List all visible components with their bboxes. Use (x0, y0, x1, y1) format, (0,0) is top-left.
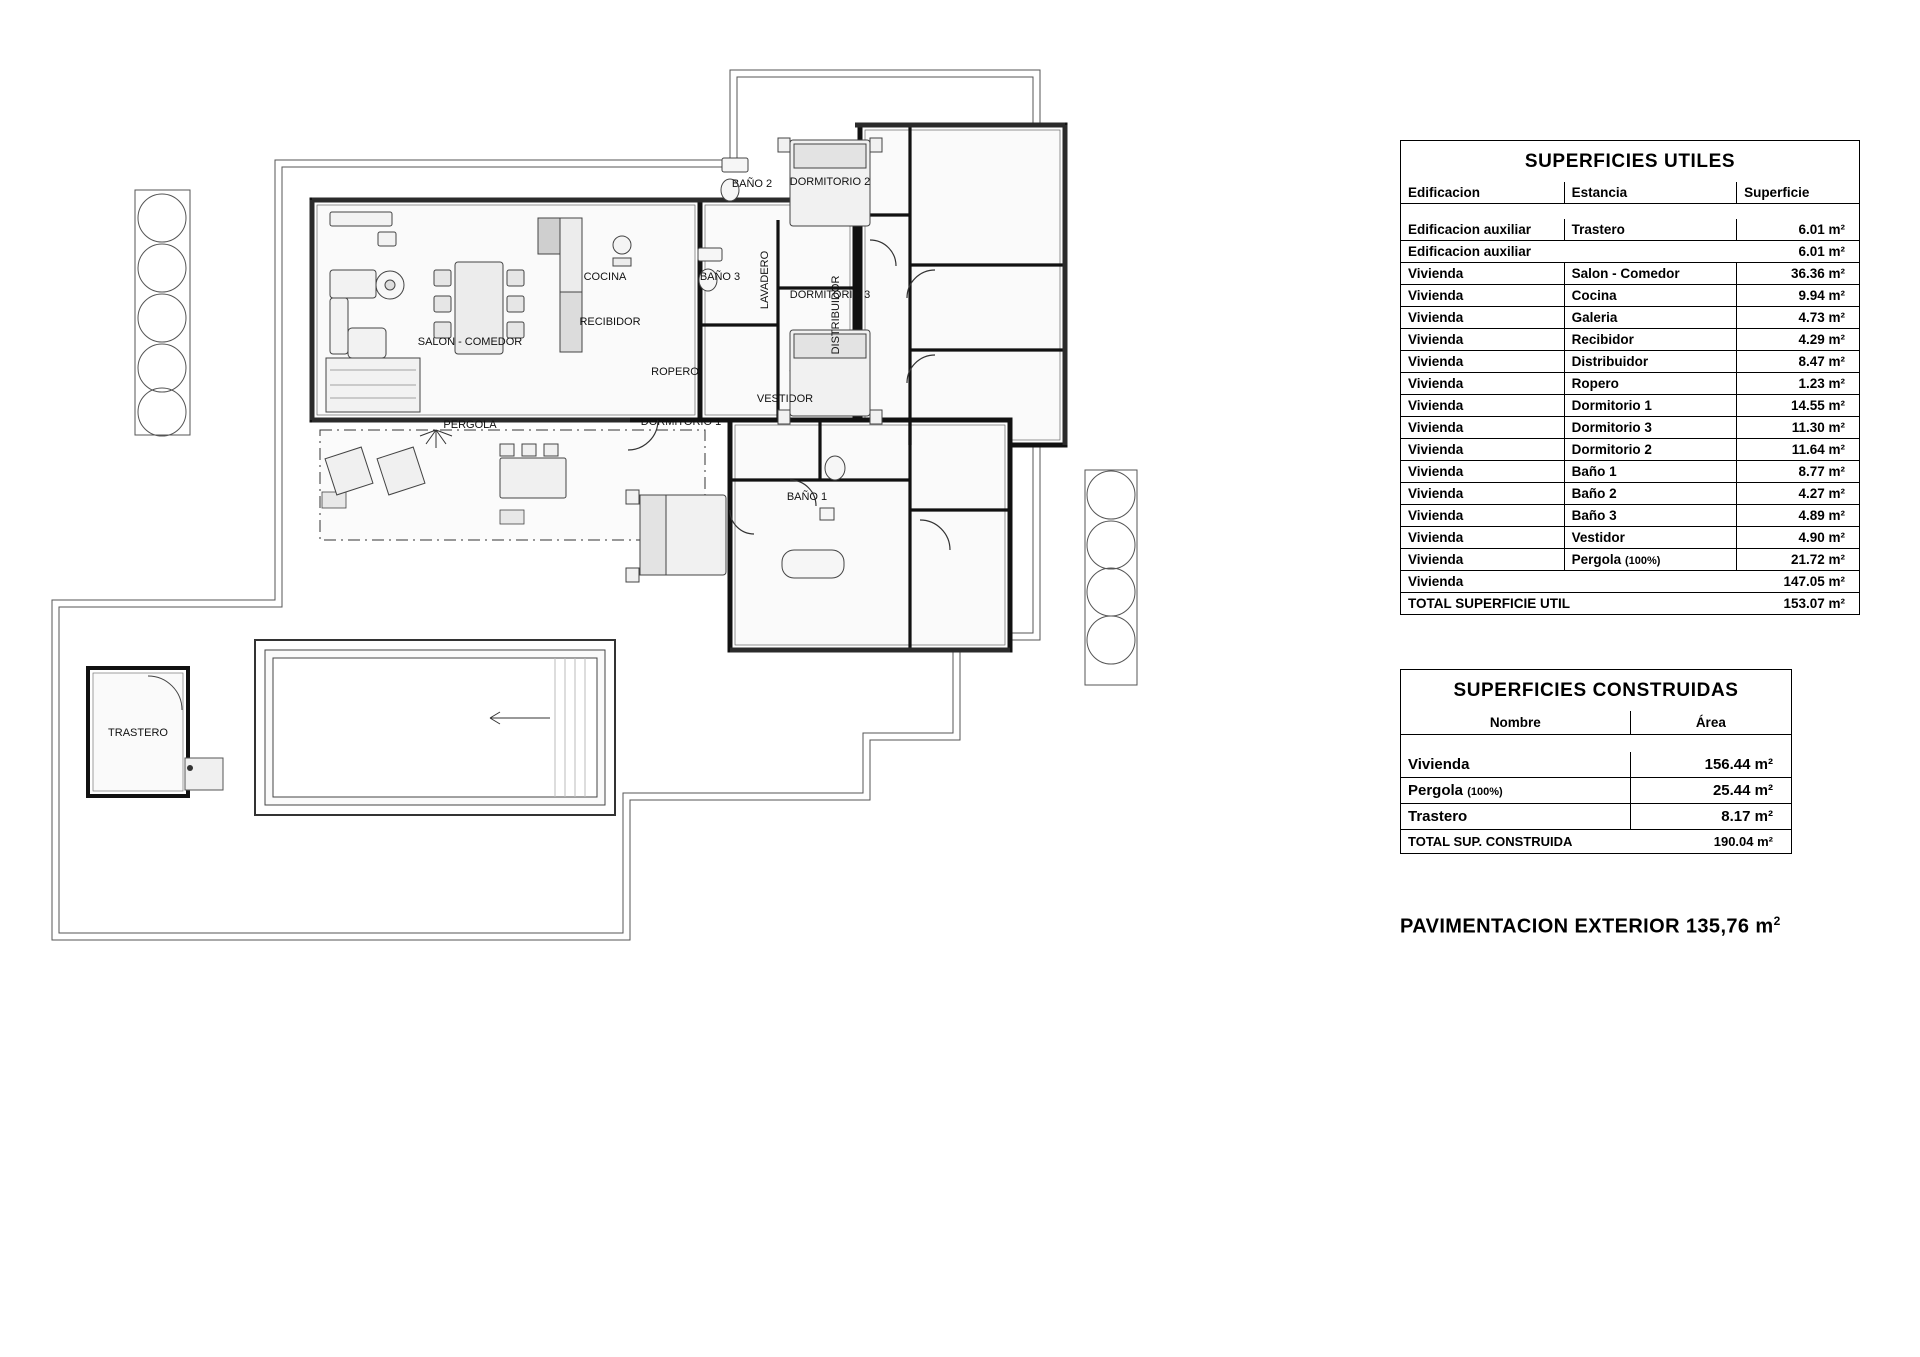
table-subtotal-vivienda (1401, 571, 1859, 593)
utiles-header-edificacion: Edificacion (1401, 182, 1564, 204)
cell-edificacion: Edificacion auxiliar (1408, 222, 1532, 237)
room-bedroom-wing (860, 125, 1065, 445)
construidas-header-nombre: Nombre (1401, 711, 1630, 735)
table-row (1401, 219, 1859, 241)
table-row (1401, 373, 1859, 395)
cell-superficie: 4.90 m² (1737, 527, 1859, 549)
superficies-utiles-table (1400, 140, 1860, 615)
label-pergola: PERGOLA (443, 419, 497, 431)
cell-estancia: Salon - Comedor (1564, 263, 1736, 285)
pavimentacion-exponent: 2 (1773, 914, 1781, 928)
label-recibidor: RECIBIDOR (579, 316, 641, 328)
pavimentacion-exterior-note (1400, 914, 1860, 939)
superficies-construidas-title: SUPERFICIES CONSTRUIDAS (1453, 680, 1739, 701)
label-bano2: BAÑO 2 (731, 178, 773, 190)
subtotal-label: Vivienda (1401, 571, 1737, 593)
cell-edificacion: Vivienda (1401, 483, 1564, 505)
table-row (1401, 351, 1859, 373)
table-row (1401, 527, 1859, 549)
cell-estancia: Dormitorio 1 (1564, 395, 1736, 417)
cell-superficie: 11.30 m² (1737, 417, 1859, 439)
cell-estancia: Trastero (1564, 219, 1736, 241)
label-dormitorio3: DORMITORIO 3 (789, 289, 871, 301)
cell-edificacion: Vivienda (1401, 417, 1564, 439)
table-row (1401, 417, 1859, 439)
cell-superficie: 4.89 m² (1737, 505, 1859, 527)
pavimentacion-label: PAVIMENTACION EXTERIOR 135,76 m (1400, 915, 1774, 938)
room-lower-block (730, 420, 1010, 650)
cell-superficie: 8.47 m² (1737, 351, 1859, 373)
cell-area: 25.44 m² (1630, 778, 1791, 804)
subtotal-label: Edificacion auxiliar (1401, 241, 1737, 263)
table-row (1401, 778, 1791, 804)
label-dormitorio1: DORMITORIO 1 (640, 416, 722, 428)
table-subtotal-aux (1401, 241, 1859, 263)
cell-edificacion: Vivienda (1401, 329, 1564, 351)
cell-superficie: 9.94 m² (1737, 285, 1859, 307)
label-cocina: COCINA (583, 271, 627, 283)
cell-nombre-text: Pergola (1408, 782, 1464, 799)
construidas-header-row (1401, 711, 1791, 735)
superficies-utiles-title: SUPERFICIES UTILES (1524, 151, 1736, 172)
utiles-header-superficie: Superficie (1737, 182, 1859, 204)
cell-superficie: 4.73 m² (1737, 307, 1859, 329)
table-row (1401, 483, 1859, 505)
cell-superficie: 8.77 m² (1737, 461, 1859, 483)
subtotal-value: 6.01 m² (1737, 241, 1859, 263)
cell-edificacion: Vivienda (1401, 439, 1564, 461)
cell-superficie: 6.01 m² (1737, 219, 1859, 241)
cell-superficie: 11.64 m² (1737, 439, 1859, 461)
cell-edificacion: Vivienda (1401, 263, 1564, 285)
table-row (1401, 549, 1859, 571)
cell-estancia: Dormitorio 3 (1564, 417, 1736, 439)
table-row (1401, 461, 1859, 483)
label-bano1: BAÑO 1 (786, 491, 828, 503)
total-label: TOTAL SUPERFICIE UTIL (1401, 593, 1737, 615)
utiles-header-row (1401, 182, 1859, 204)
cell-superficie: 36.36 m² (1737, 263, 1859, 285)
cell-edificacion: Vivienda (1401, 395, 1564, 417)
surface-tables (1400, 140, 1860, 939)
cell-superficie: 4.27 m² (1737, 483, 1859, 505)
cell-area: 156.44 m² (1630, 752, 1791, 778)
cell-edificacion: Vivienda (1401, 461, 1564, 483)
label-ropero: ROPERO (651, 366, 699, 378)
cell-estancia: Baño 1 (1564, 461, 1736, 483)
cell-estancia-pct: (100%) (1624, 555, 1661, 567)
cell-nombre-pct: (100%) (1467, 786, 1503, 798)
table-total-row (1401, 593, 1859, 615)
cell-estancia: Vestidor (1564, 527, 1736, 549)
table-row (1401, 285, 1859, 307)
cell-estancia: Galeria (1564, 307, 1736, 329)
cell-superficie: 21.72 m² (1737, 549, 1859, 571)
total-value: 190.04 m² (1630, 830, 1791, 854)
cell-estancia: Dormitorio 2 (1564, 439, 1736, 461)
table-row (1401, 439, 1859, 461)
label-vestidor: VESTIDOR (756, 393, 814, 405)
cell-superficie: 1.23 m² (1737, 373, 1859, 395)
cell-edificacion: Vivienda (1401, 285, 1564, 307)
label-distribuidor: DISTRIBUIDOR (830, 275, 842, 355)
cell-edificacion: Vivienda (1401, 549, 1564, 571)
swimming-pool (255, 640, 615, 815)
table-total-row (1401, 830, 1791, 854)
cell-superficie: 4.29 m² (1737, 329, 1859, 351)
cell-edificacion: Vivienda (1401, 527, 1564, 549)
total-value: 153.07 m² (1737, 593, 1859, 615)
label-bano3: BAÑO 3 (699, 271, 741, 283)
cell-estancia: Distribuidor (1564, 351, 1736, 373)
total-label: TOTAL SUP. CONSTRUIDA (1401, 830, 1630, 854)
utiles-header-estancia: Estancia (1564, 182, 1736, 204)
cell-estancia: Recibidor (1564, 329, 1736, 351)
table-row (1401, 752, 1791, 778)
label-dormitorio2: DORMITORIO 2 (789, 176, 871, 188)
cell-estancia: Baño 3 (1564, 505, 1736, 527)
cell-edificacion: Vivienda (1401, 351, 1564, 373)
cell-area: 8.17 m² (1630, 804, 1791, 830)
cell-nombre: Trastero (1401, 804, 1630, 830)
cell-nombre (1401, 778, 1630, 804)
planter-right (1085, 470, 1137, 685)
planter-left (135, 190, 190, 436)
cell-estancia-text: Pergola (1571, 552, 1622, 567)
construidas-header-area: Área (1630, 711, 1791, 735)
cell-estancia (1564, 549, 1736, 571)
table-row (1401, 804, 1791, 830)
cell-estancia: Cocina (1564, 285, 1736, 307)
cell-nombre: Vivienda (1408, 756, 1470, 773)
cell-edificacion: Vivienda (1401, 307, 1564, 329)
table-row (1401, 329, 1859, 351)
floor-plan-drawing (30, 40, 1360, 1090)
table-row (1401, 307, 1859, 329)
cell-edificacion: Vivienda (1401, 373, 1564, 395)
cell-estancia: Baño 2 (1564, 483, 1736, 505)
cell-edificacion: Vivienda (1401, 505, 1564, 527)
subtotal-value: 147.05 m² (1737, 571, 1859, 593)
label-salon-comedor: SALON - COMEDOR (417, 336, 523, 348)
label-trastero: TRASTERO (108, 727, 168, 739)
superficies-construidas-table (1400, 669, 1792, 854)
cell-superficie: 14.55 m² (1737, 395, 1859, 417)
label-lavadero: LAVADERO (759, 250, 771, 310)
table-row (1401, 395, 1859, 417)
cell-estancia: Ropero (1564, 373, 1736, 395)
table-row (1401, 263, 1859, 285)
table-row (1401, 505, 1859, 527)
